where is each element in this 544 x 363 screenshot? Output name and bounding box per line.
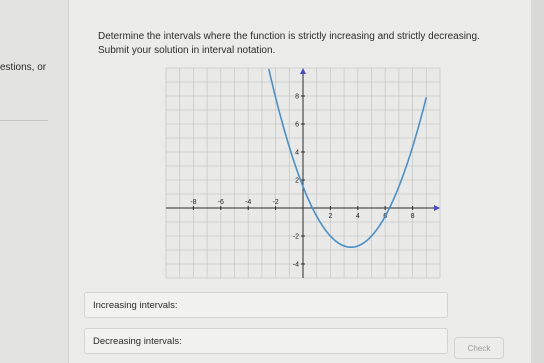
- x-tick-label: -2: [272, 199, 279, 206]
- x-tick-label: 2: [328, 213, 333, 220]
- graph-svg: [158, 62, 448, 284]
- sidebar-partial-text: estions, or: [0, 62, 47, 73]
- increasing-intervals-field[interactable]: [84, 292, 448, 318]
- check-button[interactable]: Check: [454, 337, 504, 359]
- decreasing-intervals-input[interactable]: [188, 332, 439, 350]
- x-tick-label: -4: [245, 199, 252, 206]
- x-tick-label: -8: [190, 199, 197, 206]
- y-tick-label: 4: [295, 149, 299, 157]
- left-panel: [0, 0, 68, 363]
- increasing-intervals-input[interactable]: [183, 296, 439, 314]
- decreasing-intervals-field[interactable]: [84, 328, 448, 354]
- y-tick-label: -4: [292, 261, 299, 269]
- x-tick-label: 4: [355, 213, 360, 220]
- y-tick-label: 6: [295, 121, 299, 129]
- x-tick-label: 6: [383, 213, 388, 220]
- y-tick-label: 2: [295, 177, 299, 185]
- increasing-intervals-label: Increasing intervals:: [93, 299, 178, 311]
- x-tick-label: -6: [217, 199, 224, 206]
- y-tick-label: 8: [295, 93, 299, 101]
- problem-statement: [98, 30, 528, 58]
- divider: [0, 120, 48, 121]
- x-tick-label: 8: [410, 213, 415, 220]
- decreasing-intervals-label: Decreasing intervals:: [93, 335, 182, 347]
- problem-line-2: Submit your solution in interval notation.: [98, 45, 276, 56]
- y-tick-label: -2: [292, 233, 299, 241]
- function-graph: [158, 62, 448, 284]
- problem-line-1: Determine the intervals where the function is strictly increasing and strictly decreasing.: [98, 31, 480, 42]
